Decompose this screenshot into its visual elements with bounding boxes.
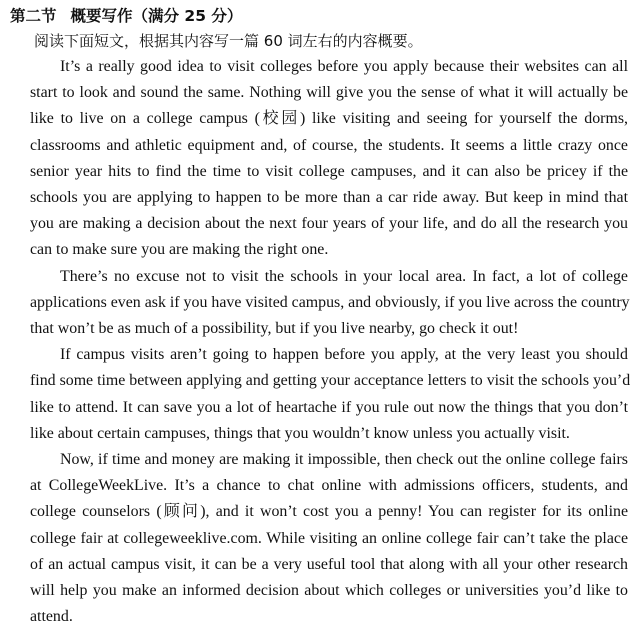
- section-heading: [10, 4, 628, 28]
- passage-line: like about certain campuses, things that you wouldn’t know unless you actually visit.: [30, 424, 570, 442]
- passage-line: There’s no excuse not to visit the schools in your local area. In fact, a lot of college: [60, 267, 628, 285]
- passage-line: of an actual campus visit, it can be a very useful tool that along with all your other research: [30, 555, 628, 573]
- passage-line: attend.: [30, 608, 73, 626]
- passage-line: senior year hits to find the time to visit college campuses, and it can also be pricey if the: [30, 162, 628, 180]
- task-instruction: 阅读下面短文，根据其内容写一篇 60 词左右的内容概要。: [34, 32, 423, 50]
- passage-paragraph: [30, 447, 628, 630]
- passage-line: Now, if time and money are making it impossible, then check out the online college fairs: [60, 451, 628, 469]
- reading-passage: [30, 54, 631, 630]
- passage-line: like to attend. It can save you a lot of heartache if you rule out now the things that you don’t: [30, 398, 628, 416]
- passage-line: If campus visits aren’t going to happen before you apply, at the very least you should: [60, 346, 628, 364]
- section-title: 概要写作（满分 25 分）: [70, 7, 243, 25]
- section-part-label: 第二节: [10, 7, 57, 25]
- passage-paragraph: [30, 54, 628, 264]
- passage-line: It’s a really good idea to visit colleges before you apply because their websites can all: [60, 58, 628, 75]
- passage-line: college fair at collegeweeklive.com. While visiting an online college fair can’t take the place: [30, 529, 628, 547]
- passage-line: you are making a decision about the next four years of your life, and do all the research you: [30, 215, 628, 233]
- passage-line: applications even ask if you have visited campus, and obviously, if you live across the country: [30, 293, 630, 311]
- passage-line: that won’t be as much of a possibility, but if you live nearby, go check it out!: [30, 320, 519, 338]
- passage-line: will help you make an informed decision about which colleges or universities you’d like to: [30, 582, 628, 600]
- passage-line: can to make sure you are making the right one.: [30, 241, 329, 259]
- passage-paragraph: [30, 342, 631, 447]
- passage-paragraph: [30, 264, 628, 343]
- passage-line: at CollegeWeekLive. It’s a chance to chat online with admissions officers, students, and: [30, 477, 628, 495]
- passage-line: classrooms and athletic equipment and, of course, the students. It seems a little crazy once: [30, 136, 628, 154]
- passage-line: start to look and sound the same. Nothing will give you the sense of what it will actually be: [30, 84, 628, 102]
- passage-line: schools you are applying to happen to be more than a car ride away. But keep in mind that: [30, 189, 628, 207]
- passage-line: like to live on a college campus (校园) like visiting and seeing for yourself the dorms,: [30, 110, 628, 128]
- passage-line: college counselors (顾问), and it won’t cost you a penny! You can register for its online: [30, 503, 628, 521]
- passage-line: find some time between applying and getting your acceptance letters to visit the schools you’d: [30, 372, 631, 390]
